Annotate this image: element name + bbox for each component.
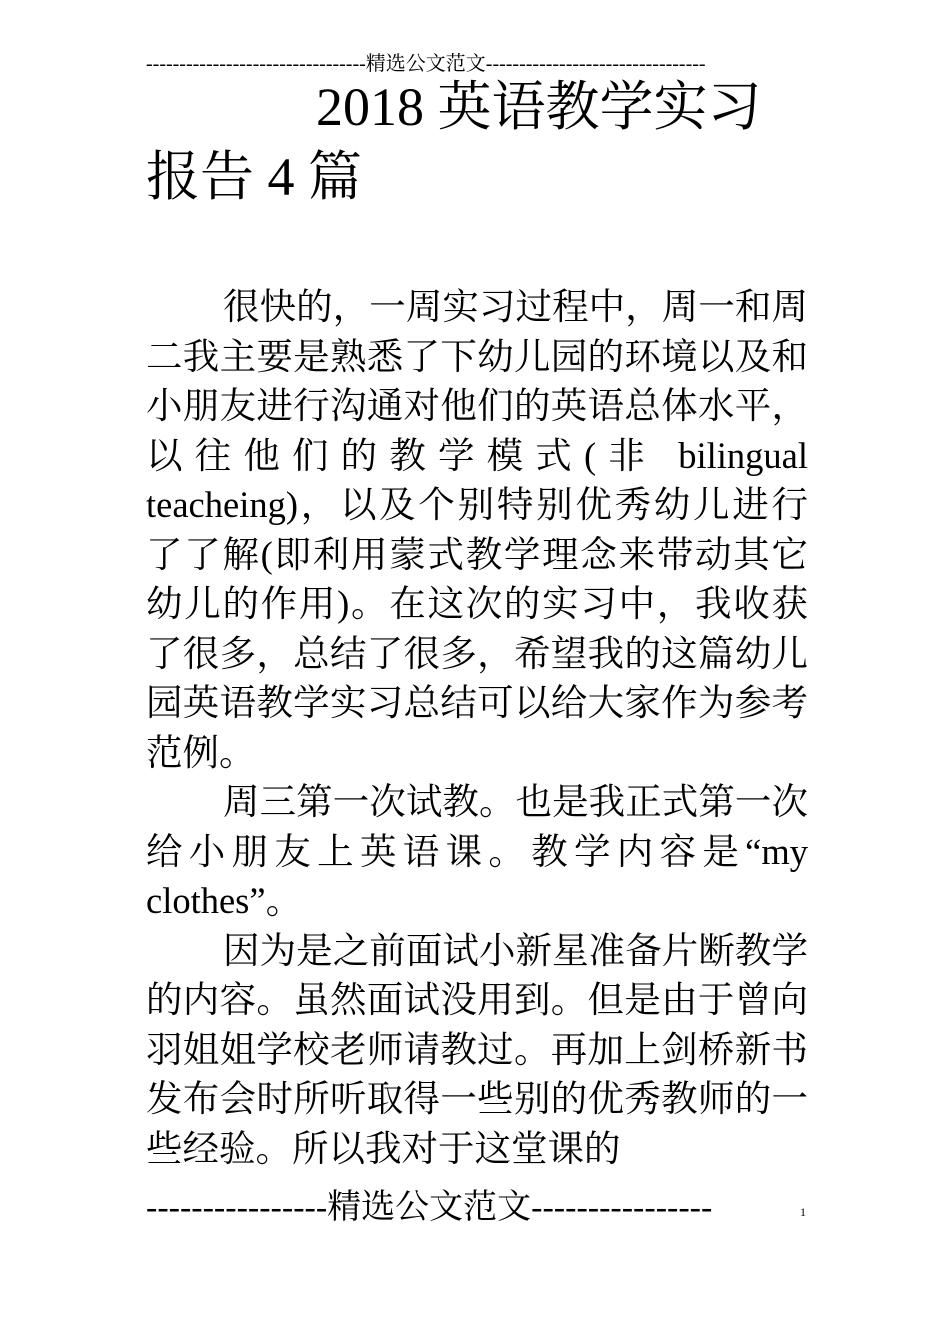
footer-rule: ----------------精选公文范文---------------- — [146, 1189, 713, 1226]
paragraph-3: 因为是之前面试小新星准备片断教学的内容。虽然面试没用到。但是由于曾向羽姐姐学校老师请教过。再加上剑桥新书发布会时所听取得一些别的优秀教师的一些经验。所以我对于这堂课的 — [146, 929, 808, 1169]
header-rule: ---------------------------------精选公文范文--------------------------------- — [146, 53, 706, 75]
body-text — [146, 282, 808, 1173]
title-line-1: 2018 英语教学实习 — [316, 77, 762, 137]
title-line-2: 报告 4 篇 — [146, 147, 362, 207]
paragraph-1: 很快的，一周实习过程中，周一和周二我主要是熟悉了下幼儿园的环境以及和小朋友进行沟通对他们的英语总体水平，以往他们的教学模式(非 bilingual teacheing)，以及个别特别优秀幼儿进行了了解(即利用蒙式教学理念来带动其它幼儿的作用)。在这次的实习中，我收获了很多，总结了很多，希望我的这篇幼儿园英语教学实习总结可以给大家作为参考范例。 — [146, 286, 808, 773]
document-title — [146, 72, 810, 212]
paragraph-2: 周三第一次试教。也是我正式第一次给小朋友上英语课。教学内容是“my clothes”。 — [146, 781, 808, 921]
page-number: 1 — [800, 1205, 806, 1219]
